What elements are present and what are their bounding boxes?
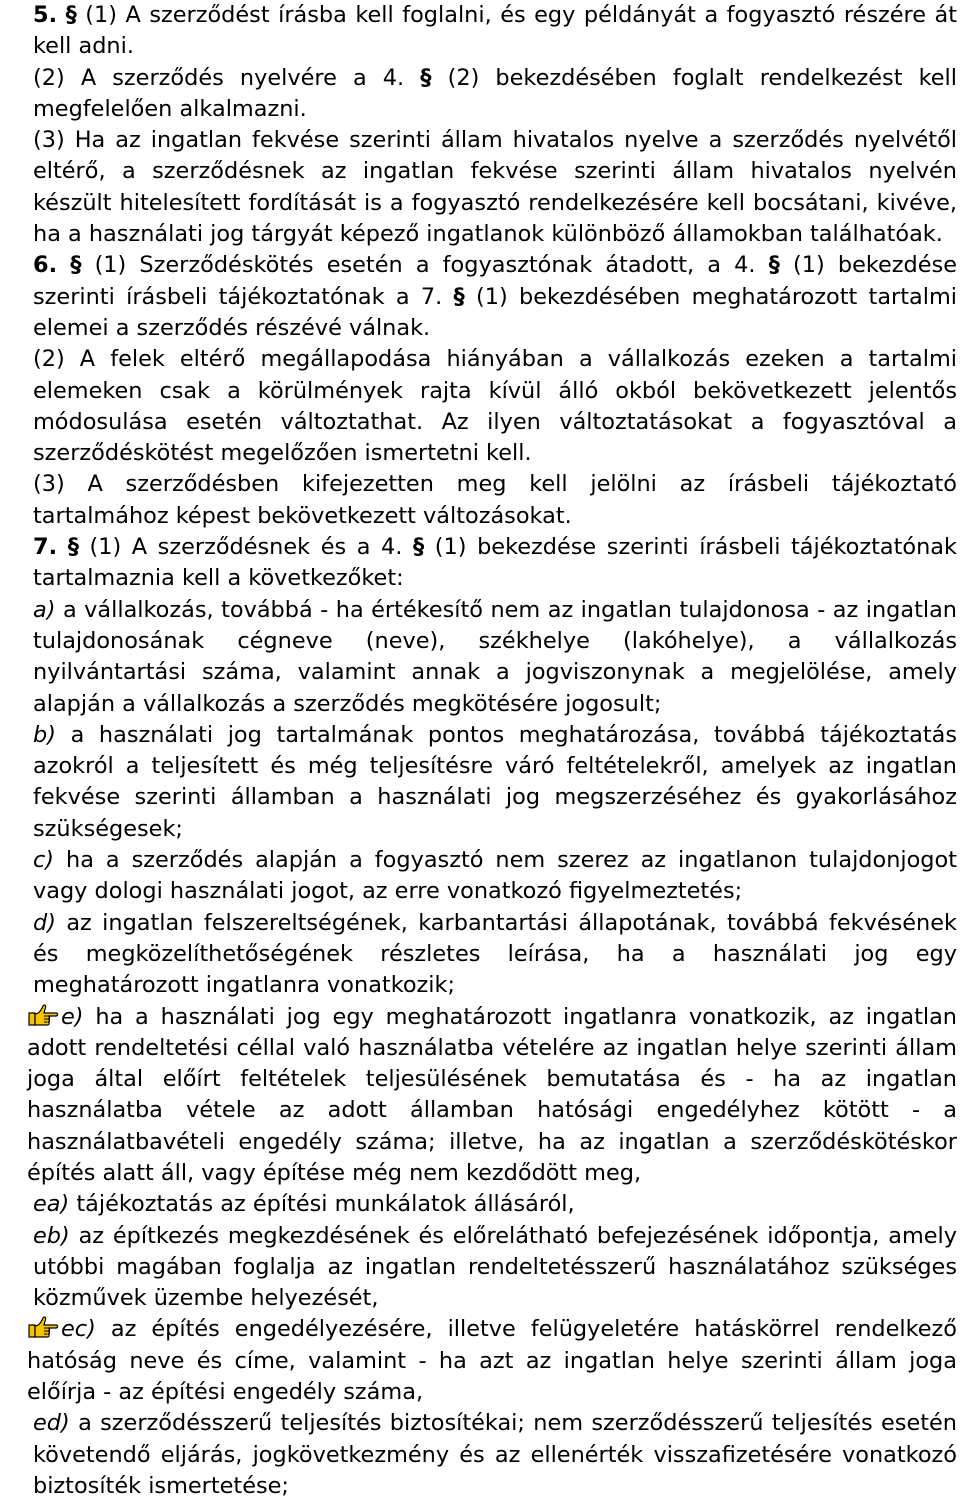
section-sign: § <box>453 283 465 310</box>
item-label: ed) <box>33 1410 70 1437</box>
item-d <box>5 908 957 1002</box>
item-ed <box>5 1408 957 1502</box>
section-sign: § <box>768 252 780 279</box>
item-e <box>5 1002 957 1190</box>
section-number: 5. <box>33 2 58 28</box>
section-number: 6. <box>33 252 58 279</box>
item-label: ea) <box>33 1191 70 1218</box>
item-label: a) <box>33 596 56 623</box>
section-sign: § <box>67 534 79 561</box>
item-text: ha a használati jog egy meghatározott ingatlanra vonatkozik, az ingatlan adott rendeltetési céllal való használatba vételére az ingatlan helye szerinti állam joga által előírt feltételek teljesülésének bemutatása és - ha az ingatlan használatba vétele az adott államban hatósági engedélyhez kötött - a használatbavételi engedély száma; illetve, ha az ingatlan a szerződéskötéskor építés alatt áll, vagy építése még nem kezdődött meg, <box>27 1003 957 1186</box>
item-label: b) <box>33 721 56 748</box>
paragraph-text: (1) bekezdésében meghatározott tartalmi elemei a szerződés részévé válnak. <box>33 283 957 341</box>
section-6-para-1 <box>5 250 957 344</box>
paragraph-text: (2) A felek eltérő megállapodása hiányában a vállalkozás ezeken a tartalmi elemeken csak a körülmények rajta kívül álló okból bekövetkezett jelentős módosulása esetén változtathat. Az ilyen változtatásokat a fogyasztóval a szerződéskötést megelőzően ismertetni kell. <box>33 346 957 467</box>
item-b <box>5 720 957 845</box>
section-number: 7. <box>33 534 58 561</box>
section-5-para-1 <box>5 0 957 63</box>
paragraph-text: (1) A szerződést írásba kell foglalni, és egy példányát a fogyasztó részére át kell adni. <box>33 2 957 60</box>
paragraph-text: (3) A szerződésben kifejezetten meg kell jelölni az írásbeli tájékoztató tartalmához képest bekövetkezett változásokat. <box>33 471 957 529</box>
item-ea <box>5 1189 957 1220</box>
item-label: e) <box>61 1003 84 1030</box>
item-label: eb) <box>33 1222 70 1249</box>
item-text: az ingatlan felszereltségének, karbantartási állapotának, továbbá fekvésének és megközelíthetőségének részletes leírása, ha a használati jog egy meghatározott ingatlanra vonatkozik; <box>33 909 957 999</box>
section-sign: § <box>413 534 425 561</box>
section-7-para-1 <box>5 532 957 595</box>
paragraph-text: (1) A szerződésnek és a 4. <box>78 534 413 561</box>
item-text: ha a szerződés alapján a fogyasztó nem szerez az ingatlanon tulajdonjogot vagy dologi használati jogot, az erre vonatkozó figyelmeztetés; <box>33 847 957 905</box>
item-text: tájékoztatás az építési munkálatok állásáról, <box>69 1191 575 1218</box>
item-text: az építkezés megkezdésének és előrelátható befejezésének időpontja, amely utóbbi magában foglalja az ingatlan rendeltetésszerű használatához szükséges közművek üzembe helyezését, <box>33 1222 957 1312</box>
section-6-para-3 <box>5 469 957 532</box>
paragraph-text: (2) A szerződés nyelvére a 4. <box>33 64 421 91</box>
item-text: a vállalkozás, továbbá - ha értékesítő nem az ingatlan tulajdonosa - az ingatlan tulajdonosának cégneve (neve), székhelye (lakóhelye), a vállalkozás nyilvántartási száma, valamint annak a jogviszonynak a megjelölése, amely alapján a vállalkozás a szerződés megkötésére jogosult; <box>33 596 957 717</box>
item-label: d) <box>33 909 56 936</box>
paragraph-text: (1) bekezdése szerinti írásbeli tájékoztatónak a 7. <box>33 252 957 310</box>
item-text: az építés engedélyezésére, illetve felügyeletére hatáskörrel rendelkező hatóság neve és címe, valamint - ha azt az ingatlan helye szerinti állam joga előírja - az építési engedély száma, <box>27 1316 957 1406</box>
paragraph-text: (1) Szerződéskötés esetén a fogyasztónak átadott, a 4. <box>81 252 769 279</box>
paragraph-text: (2) bekezdésében foglalt rendelkezést kell megfelelően alkalmazni. <box>33 64 958 122</box>
pointing-hand-icon <box>27 1315 59 1339</box>
pointing-hand-icon <box>27 1003 59 1027</box>
item-label: ec) <box>61 1316 96 1343</box>
section-sign: § <box>420 64 432 91</box>
item-eb <box>5 1221 957 1315</box>
paragraph-text: (1) bekezdése szerinti írásbeli tájékoztatónak tartalmaznia kell a következőket: <box>33 534 957 592</box>
item-a <box>5 595 957 720</box>
item-text: a szerződésszerű teljesítés biztosítékai; nem szerződésszerű teljesítés esetén követendő eljárás, jogkövetkezmény és az ellenérték visszafizetésére vonatkozó biztosíték ismertetése; <box>33 1410 957 1499</box>
item-ec <box>5 1314 957 1408</box>
section-5-para-2 <box>5 63 957 126</box>
section-sign: § <box>65 2 77 28</box>
section-5-para-3 <box>5 125 957 250</box>
item-c <box>5 845 957 908</box>
paragraph-text: (3) Ha az ingatlan fekvése szerinti állam hivatalos nyelve a szerződés nyelvétől eltérő, a szerződésnek az ingatlan fekvése szerinti állam hivatalos nyelvén készült hitelesített fordítását is a fogyasztó rendelkezésére kell bocsátani, kivéve, ha a használati jog tárgyát képező ingatlanok különböző államokban találhatóak. <box>33 127 957 248</box>
item-text: a használati jog tartalmának pontos meghatározása, továbbá tájékoztatás azokról a teljesített és még teljesítésre váró feltételekről, amelyek az ingatlan fekvése szerinti államban a használati jog megszerzéséhez és gyakorlásához szükségesek; <box>33 721 957 842</box>
section-6-para-2 <box>5 344 957 469</box>
section-sign: § <box>70 252 82 279</box>
item-label: c) <box>33 847 55 874</box>
